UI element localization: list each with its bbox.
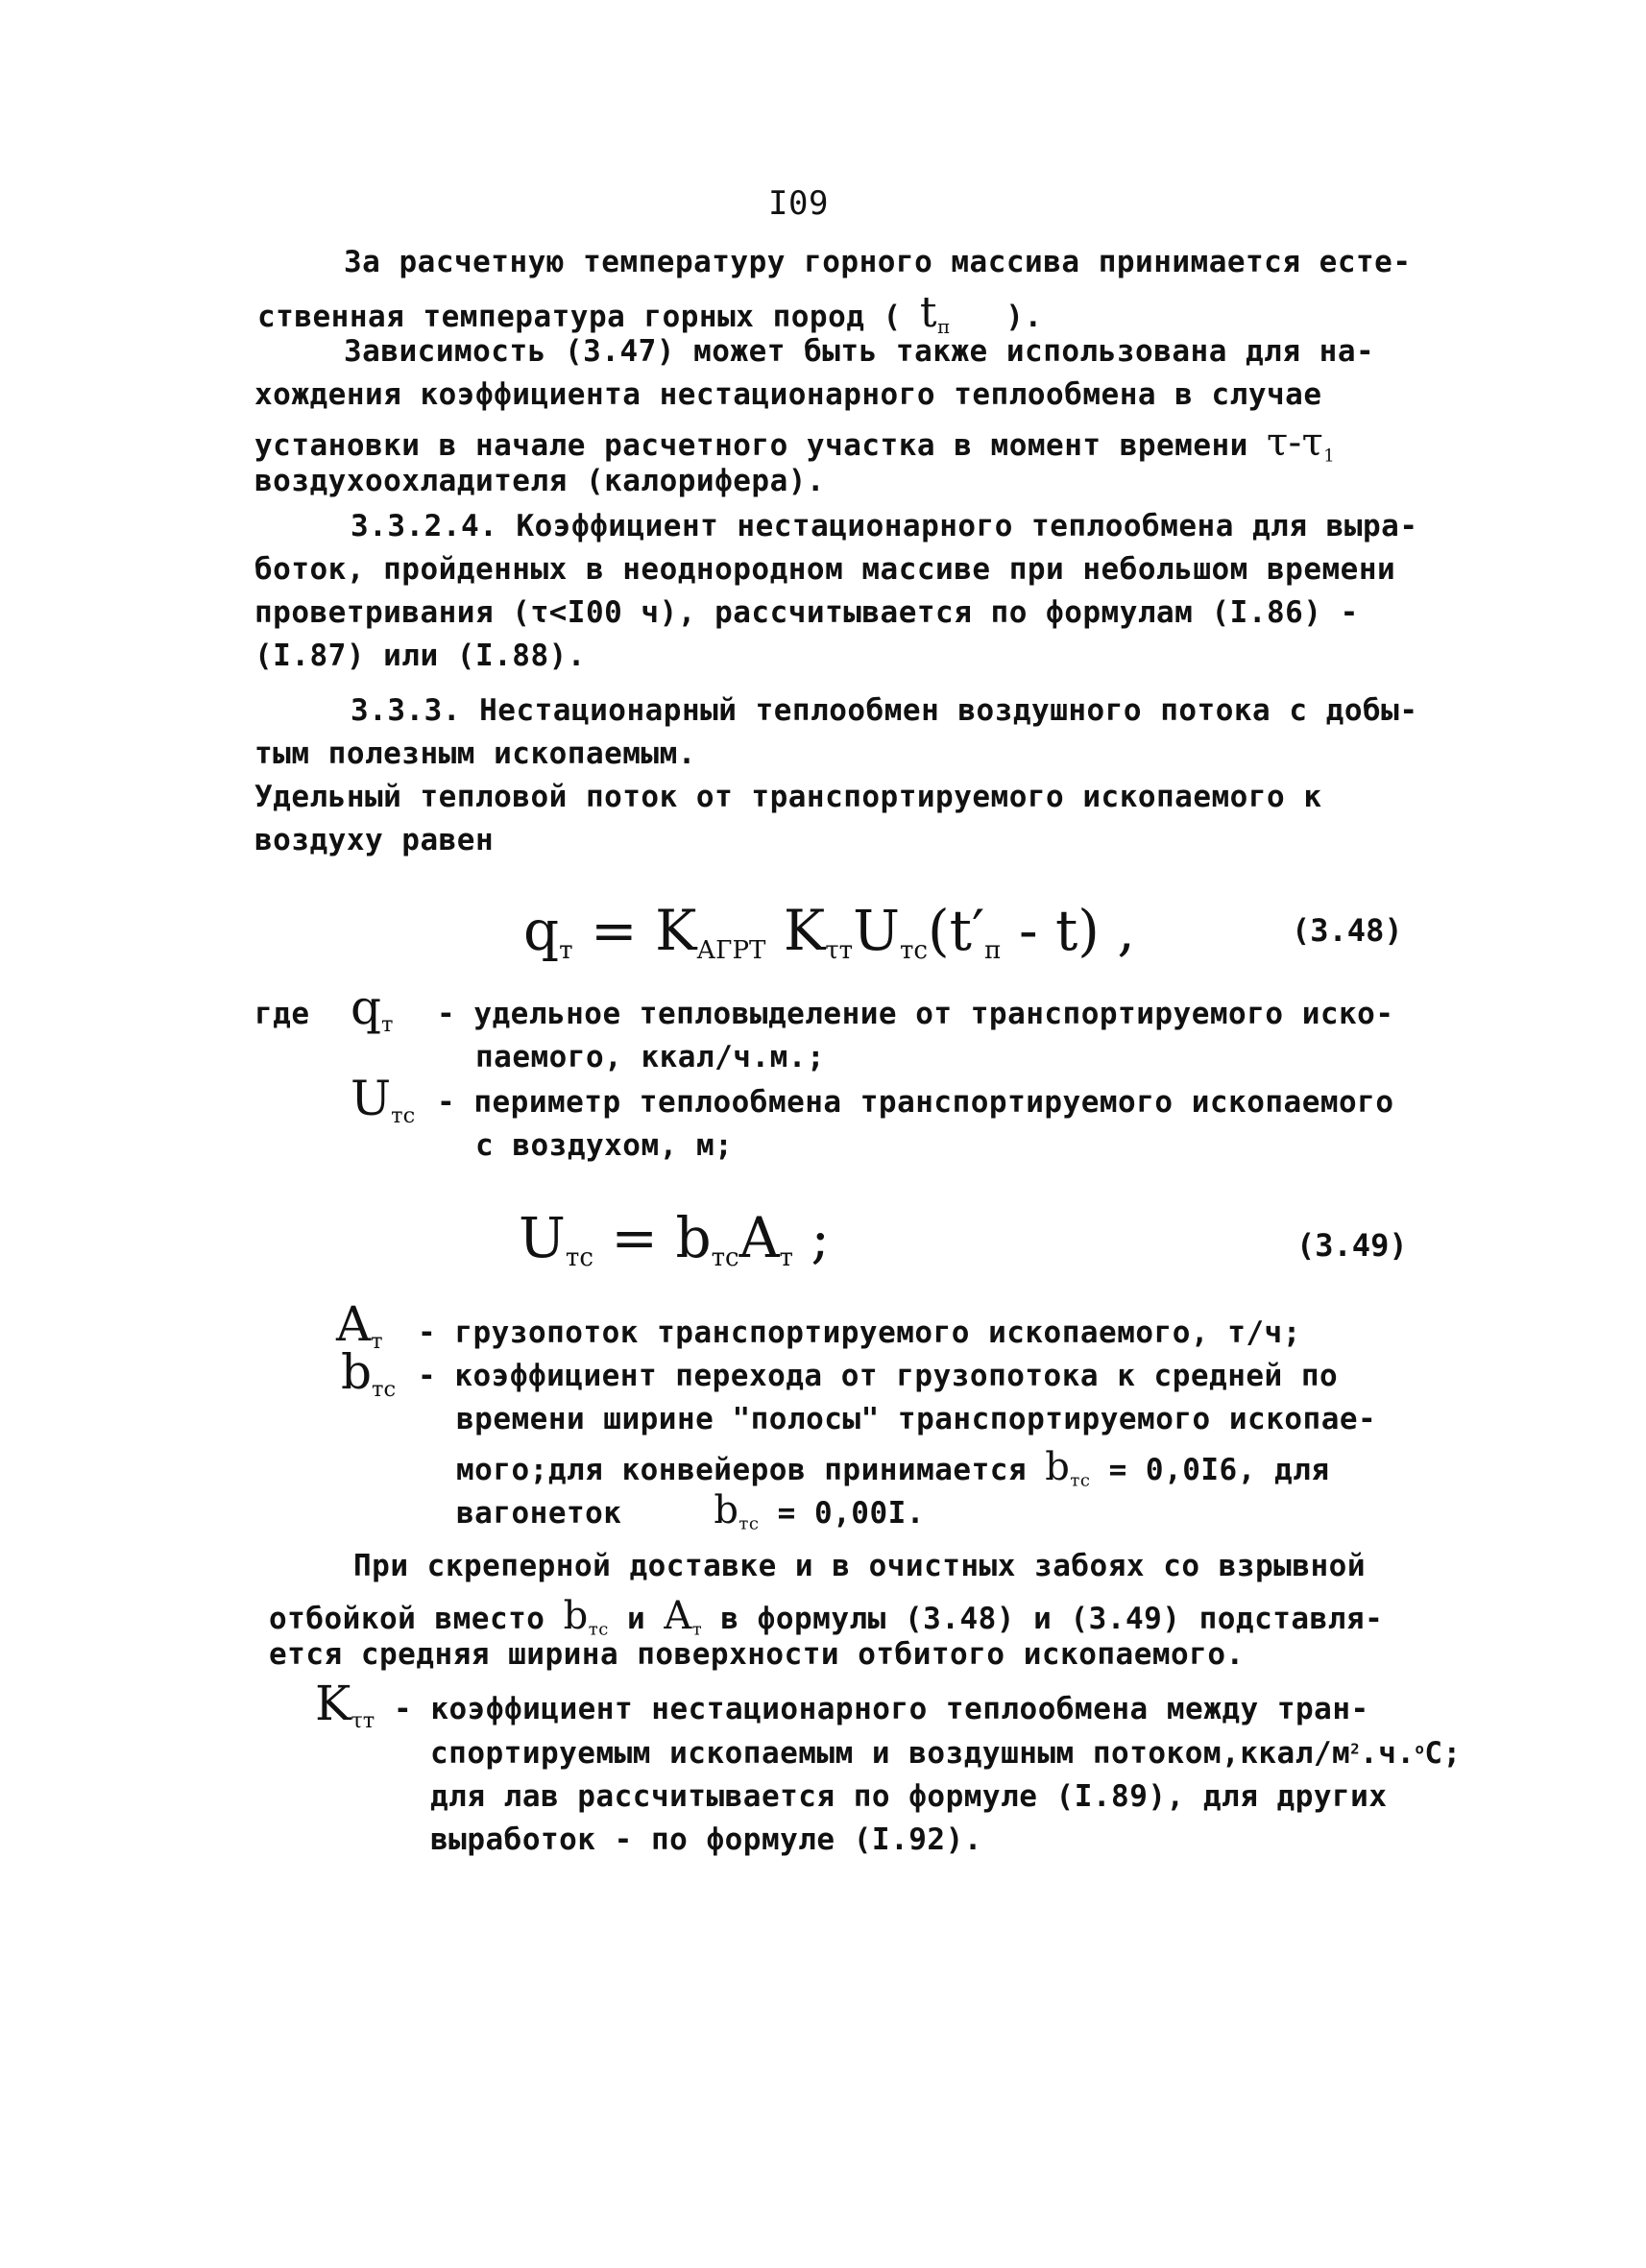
p4-line2: тым полезным ископаемым. [254,736,696,771]
q-def-line1: - удельное тепловыделение от транспортируемого иско- [437,997,1394,1031]
b-tc-inline-3: $b_{тс}$ [563,1594,609,1640]
u-tc-symbol: $U_{тс}$ [351,1071,416,1128]
b-tc-inline-1: $b_{тс}$ [1045,1445,1091,1491]
p3-line2: боток, пройденных в неоднородном массиве при небольшом времени [254,552,1396,587]
b-def-line3: мого;для конвейеров принимается $b_{тс} = 0,0I6$, для [456,1445,1330,1491]
equation-number-3-48: (3.48) [1292,912,1403,949]
p5-line1: При скреперной доставке и в очистных забоях со взрывной [353,1549,1366,1583]
p3-line3: проветривания (τ<I00 ч), рассчитывается по формулам (I.86) - [254,595,1359,630]
p4-line1: 3.3.3. Нестационарный теплообмен воздушного потока с добы- [351,693,1418,728]
u-def-line1: - периметр теплообмена транспортируемого ископаемого [437,1085,1394,1120]
tau-symbol: $\tau-\tau_1$ [1267,421,1336,467]
b-tc-symbol: $b_{тс}$ [341,1344,397,1402]
k-def-line3: для лав рассчитывается по формуле (I.89), для других [430,1779,1388,1814]
b-def-line1: - коэффициент перехода от грузопотока к средней по [418,1359,1339,1393]
where-label: где [254,997,310,1031]
p2-line1: Зависимость (3.47) может быть также использована для на- [344,334,1375,369]
b-tc-inline-2: $b_{тс}$ [714,1488,760,1534]
a-t-symbol: $A_т$ [336,1296,383,1354]
q-def-line2: паемого, ккал/ч.м.; [475,1040,826,1074]
p2-line3: установки в начале расчетного участка в момент времени $\tau-\tau_1$ [254,421,1336,467]
p5-line3: ется средняя ширина поверхности отбитого ископаемого. [269,1637,1245,1672]
a-t-inline: $A_т$ [664,1594,703,1640]
a-def-line1: - грузопоток транспортируемого ископаемого, т/ч; [418,1315,1301,1350]
p5-line2: отбойкой вместо $b_{тс}$ и $A_т$ в формулы (3.48) и (3.49) подставля- [269,1594,1384,1640]
p2-line4: воздухоохладителя (калорифера). [254,464,826,498]
k-def-line4: выработок - по формуле (I.92). [430,1822,982,1857]
page-number: I09 [768,184,829,223]
equation-3-48: $q_т = K_{АГРТ}$ $K_{\tau т}U_{тс}(t'_п - t)$ , [523,898,1135,966]
u-def-line2: с воздухом, м; [475,1128,734,1163]
equation-number-3-49: (3.49) [1296,1227,1408,1264]
b-def-line2: времени ширине "полосы" транспортируемого ископае- [456,1402,1377,1436]
p1-line2: ственная температура горных пород ( $t_п$ ). [257,288,1043,338]
k-def-line1: - коэффициент нестационарного теплообмена между тран- [394,1692,1369,1726]
equation-3-49: $U_{тс} = b_{тс}A_т$ ; [519,1205,830,1273]
p3-line1: 3.3.2.4. Коэффициент нестационарного теплообмена для выра- [351,509,1418,543]
p3-line4: (I.87) или (I.88). [254,639,586,673]
k-tau-t-symbol: $K_{\tau т}$ [315,1676,375,1733]
p4-line4: воздуху равен [254,823,495,857]
p1-line1: За расчетную температуру горного массива принимается есте- [344,245,1412,279]
t-p-symbol: $t_п$ [919,288,951,338]
b-def-line4: вагонеток $b_{тс} = 0,00I$. [456,1488,925,1534]
p2-line2: хождения коэффициента нестационарного теплообмена в случае [254,377,1322,412]
k-def-line2: спортируемым ископаемым и воздушным $потоком,ккал/м^2.ч.^оС$; [430,1736,1462,1771]
q-t-symbol: $q_т$ [351,979,394,1037]
p4-line3: Удельный тепловой поток от транспортируемого ископаемого к [254,780,1322,814]
